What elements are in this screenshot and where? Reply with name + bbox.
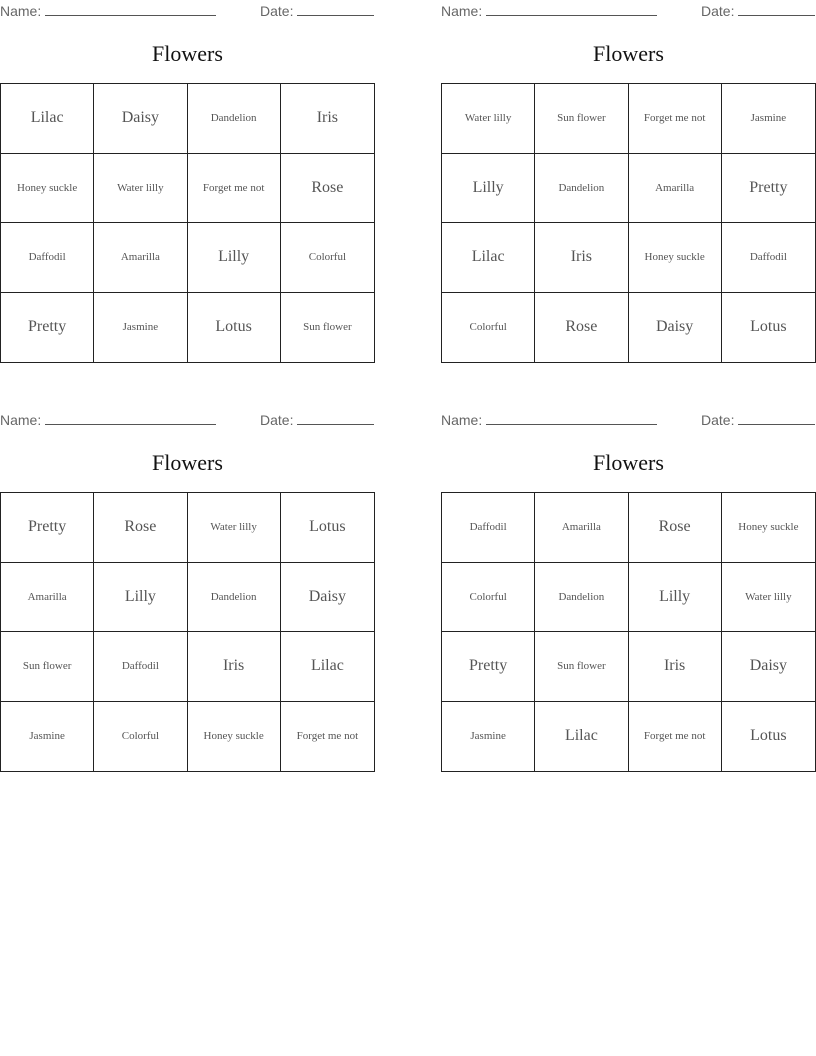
date-label: Date: [701,3,735,19]
bingo-cell[interactable]: Daffodil [442,493,535,563]
bingo-cell[interactable]: Sun flower [535,632,628,702]
bingo-cell[interactable]: Forget me not [296,730,359,743]
date-blank-line[interactable] [297,411,374,425]
name-blank-line[interactable] [45,411,216,425]
bingo-cell[interactable]: Jasmine [94,293,187,363]
name-field[interactable] [441,2,657,20]
bingo-cell[interactable]: Sun flower [535,84,628,154]
bingo-cell[interactable]: Daffodil [722,223,815,293]
bingo-cell[interactable]: Pretty [1,493,94,563]
bingo-cell[interactable]: Lilac [1,84,94,154]
bingo-grid [0,83,375,363]
name-field[interactable] [0,411,216,429]
bingo-card-3 [0,409,375,774]
bingo-cell[interactable]: Daisy [629,293,722,363]
bingo-cell[interactable]: Iris [281,84,374,154]
bingo-cell[interactable]: Water lilly [722,563,815,633]
bingo-cell[interactable]: Lotus [750,727,787,745]
bingo-cell[interactable]: Forget me not [629,702,722,772]
bingo-cell[interactable]: Lilly [94,563,187,633]
bingo-cell[interactable]: Rose [94,493,187,563]
bingo-card-2 [441,0,816,365]
bingo-cell[interactable]: Rose [629,493,722,563]
bingo-cell[interactable]: Pretty [1,293,94,363]
bingo-cell[interactable]: Daisy [281,563,374,633]
bingo-cell[interactable]: Lilac [442,223,535,293]
bingo-cell[interactable]: Rose [535,293,628,363]
bingo-cell[interactable]: Colorful [94,702,187,772]
bingo-cell[interactable]: Sun flower [1,632,94,702]
bingo-grid [441,492,816,772]
bingo-cell[interactable]: Dandelion [535,154,628,224]
name-field[interactable] [0,2,216,20]
bingo-cell[interactable]: Iris [188,632,281,702]
card-title: Flowers [152,41,223,66]
bingo-card-1 [0,0,375,365]
bingo-cell[interactable]: Lotus [188,293,281,363]
bingo-cell[interactable]: Daffodil [1,223,94,293]
name-label: Name: [0,412,42,428]
bingo-cell[interactable]: Forget me not [629,84,722,154]
bingo-cell[interactable]: Dandelion [535,563,628,633]
name-field[interactable] [441,411,657,429]
bingo-cell[interactable]: Pretty [442,632,535,702]
card-title: Flowers [152,450,223,475]
card-title: Flowers [593,41,664,66]
bingo-cell[interactable]: Daffodil [94,632,187,702]
bingo-cell[interactable]: Amarilla [629,154,722,224]
bingo-cell[interactable]: Iris [629,632,722,702]
name-blank-line[interactable] [486,411,657,425]
bingo-card-4 [441,409,816,774]
bingo-cell[interactable]: Honey suckle [629,223,722,293]
bingo-cell[interactable]: Lotus [281,493,374,563]
date-blank-line[interactable] [738,411,815,425]
bingo-cell[interactable]: Water lilly [94,154,187,224]
date-field[interactable] [701,2,815,20]
name-label: Name: [0,3,42,19]
date-blank-line[interactable] [297,2,374,16]
bingo-cell[interactable]: Jasmine [1,702,94,772]
bingo-cell[interactable]: Lotus [750,318,787,336]
bingo-cell[interactable]: Colorful [442,293,535,363]
bingo-cell[interactable]: Lilly [629,563,722,633]
name-blank-line[interactable] [486,2,657,16]
bingo-cell[interactable]: Lilac [535,702,628,772]
name-blank-line[interactable] [45,2,216,16]
bingo-cell[interactable]: Honey suckle [722,493,815,563]
bingo-cell[interactable]: Amarilla [94,223,187,293]
date-blank-line[interactable] [738,2,815,16]
bingo-cell[interactable]: Colorful [281,223,374,293]
date-field[interactable] [260,411,374,429]
bingo-cell[interactable]: Jasmine [722,84,815,154]
bingo-cell[interactable]: Colorful [442,563,535,633]
bingo-cell[interactable]: Honey suckle [188,702,281,772]
bingo-cell[interactable]: Sun flower [303,321,352,334]
bingo-grid [0,492,375,772]
bingo-cell[interactable]: Forget me not [188,154,281,224]
bingo-cell[interactable]: Daisy [94,84,187,154]
date-field[interactable] [260,2,374,20]
date-label: Date: [260,412,294,428]
bingo-cell[interactable]: Lilly [188,223,281,293]
bingo-cell[interactable]: Amarilla [535,493,628,563]
date-label: Date: [701,412,735,428]
bingo-cell[interactable]: Lilly [442,154,535,224]
bingo-cell[interactable]: Dandelion [188,563,281,633]
bingo-cell[interactable]: Water lilly [188,493,281,563]
bingo-cell[interactable]: Lilac [281,632,374,702]
name-label: Name: [441,412,483,428]
bingo-cell[interactable]: Amarilla [1,563,94,633]
date-field[interactable] [701,411,815,429]
bingo-cell[interactable]: Water lilly [442,84,535,154]
bingo-cell[interactable]: Rose [281,154,374,224]
date-label: Date: [260,3,294,19]
bingo-cell[interactable]: Daisy [722,632,815,702]
bingo-cell[interactable]: Iris [535,223,628,293]
name-label: Name: [441,3,483,19]
card-title: Flowers [593,450,664,475]
bingo-cell[interactable]: Jasmine [442,702,535,772]
bingo-cell[interactable]: Honey suckle [1,154,94,224]
bingo-cell[interactable]: Pretty [722,154,815,224]
bingo-grid [441,83,816,363]
bingo-cell[interactable]: Dandelion [188,84,281,154]
